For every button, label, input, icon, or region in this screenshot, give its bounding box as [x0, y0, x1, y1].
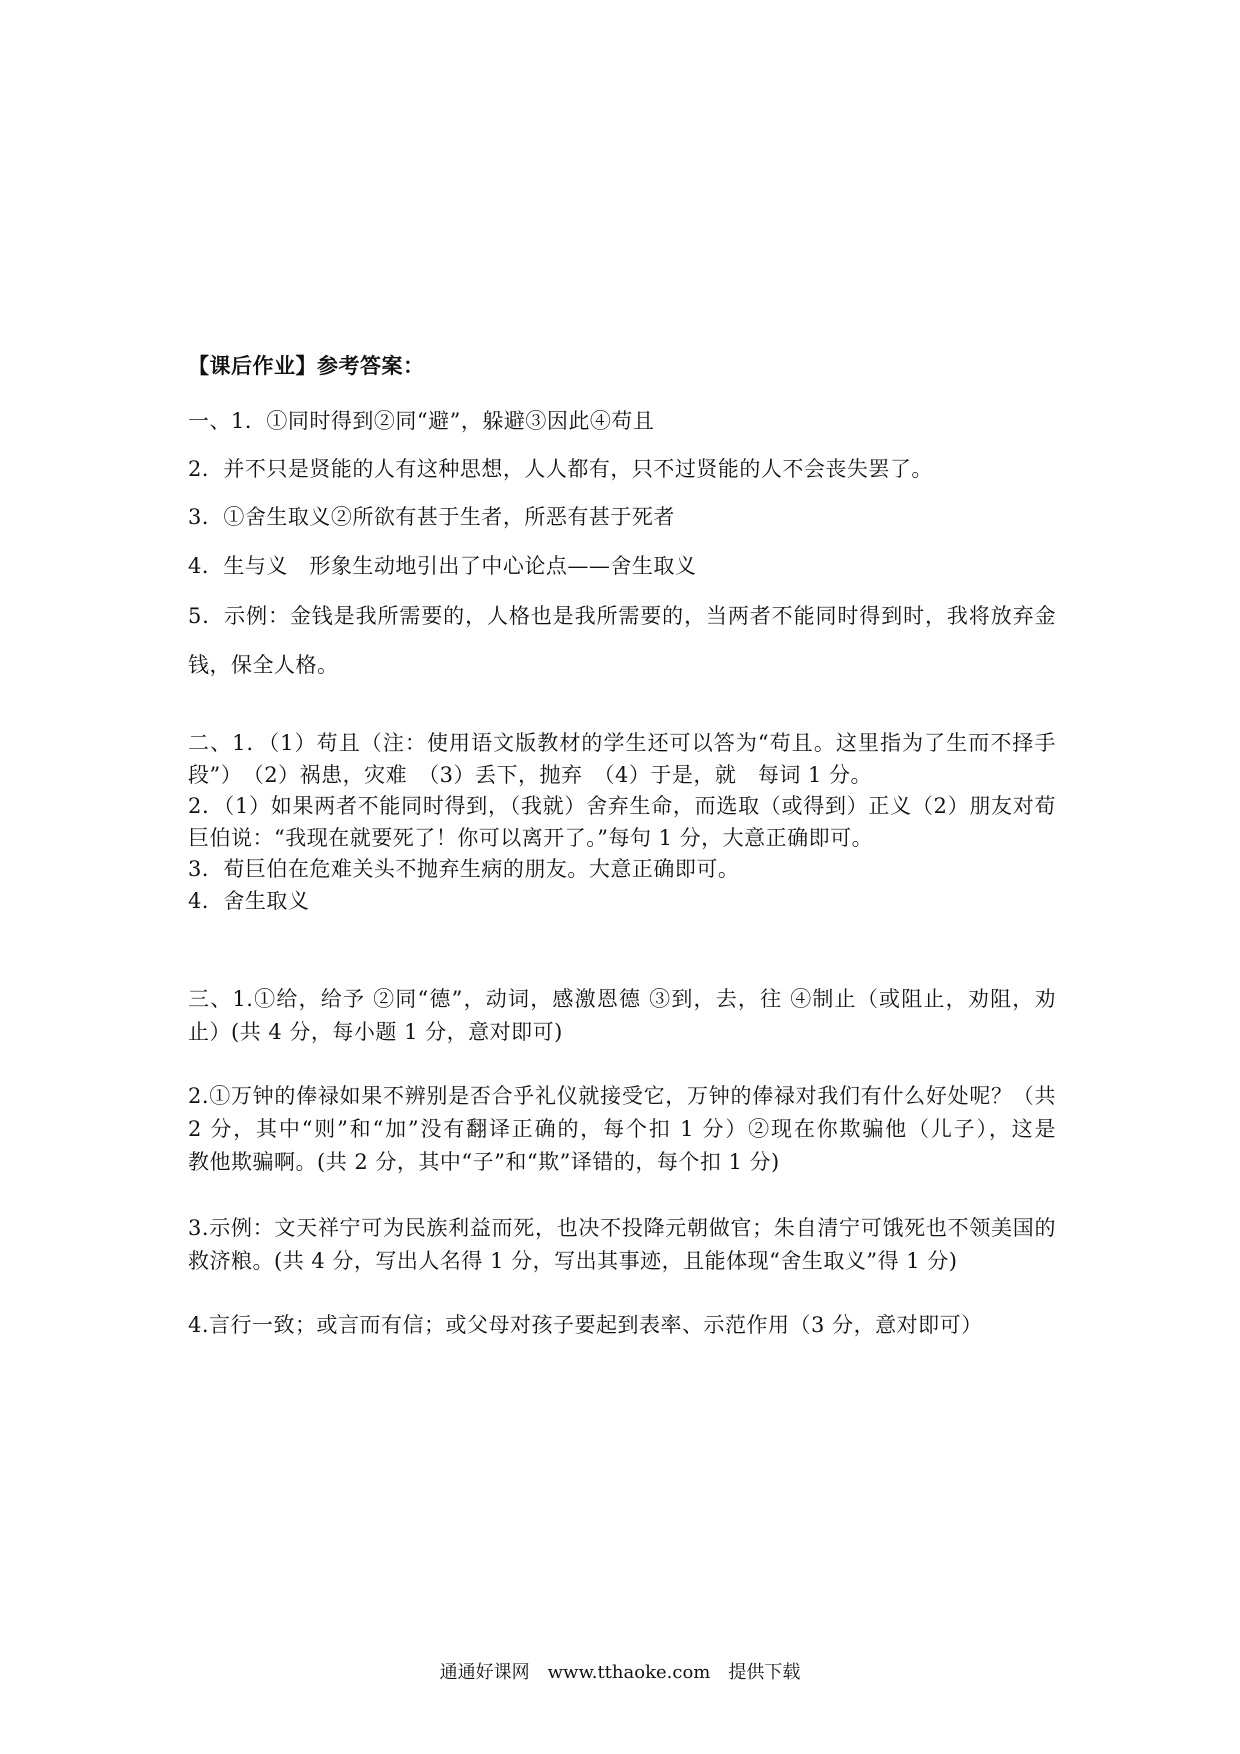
section-1-line: 5．示例：金钱是我所需要的，人格也是我所需要的，当两者不能同时得到时，我将放弃金: [188, 604, 1056, 628]
section-1-line: 4．生与义 形象生动地引出了中心论点——舍生取义: [188, 554, 697, 578]
section-2-line: 段”） （2）祸患，灾难 （3）丢下，抛弃 （4）于是，就 每词 1 分。: [188, 763, 873, 787]
section-1-line: 2．并不只是贤能的人有这种思想，人人都有，只不过贤能的人不会丧失罢了。: [188, 457, 933, 481]
section-2-line: 巨伯说：“我现在就要死了！你可以离开了。”每句 1 分，大意正确即可。: [188, 826, 874, 850]
section-3-line: 3.示例：文天祥宁可为民族利益而死，也决不投降元朝做官；朱自清宁可饿死也不领美国的: [188, 1216, 1056, 1240]
section-1-line: 钱，保全人格。: [188, 653, 339, 677]
section-3-line: 止）(共 4 分，每小题 1 分，意对即可): [188, 1020, 563, 1044]
page-footer: 通通好课网 www.tthaoke.com 提供下载: [439, 1662, 801, 1683]
section-2-line: 2．（1）如果两者不能同时得到，（我就）舍弃生命，而选取（或得到）正义（2）朋友对荀: [188, 794, 1056, 818]
section-3-line: 教他欺骗啊。(共 2 分，其中“子”和“欺”译错的，每个扣 1 分): [188, 1150, 780, 1174]
section-3-line: 4.言行一致；或言而有信；或父母对孩子要起到表率、示范作用（3 分，意对即可）: [188, 1313, 983, 1337]
section-1-line: 3．①舍生取义②所欲有甚于生者，所恶有甚于死者: [188, 505, 675, 529]
section-3-line: 救济粮。(共 4 分，写出人名得 1 分，写出其事迹，且能体现“舍生取义”得 1 分): [188, 1249, 958, 1273]
section-2-line: 4．舍生取义: [188, 889, 310, 913]
section-1-line: 一、1．①同时得到②同“避”，躲避③因此④苟且: [188, 409, 655, 433]
section-3-line: 三、1.①给，给予 ②同“德”，动词，感激恩德 ③到，去，往 ④制止（或阻止，劝阻，劝: [188, 987, 1056, 1011]
section-2-line: 二、1．（1）苟且（注：使用语文版教材的学生还可以答为“苟且。这里指为了生而不择手: [188, 731, 1056, 755]
section-3-line: 2.①万钟的俸禄如果不辨别是否合乎礼仪就接受它，万钟的俸禄对我们有什么好处呢？（共: [188, 1084, 1056, 1108]
section-3-line: 2 分，其中“则”和“加”没有翻译正确的，每个扣 1 分）②现在你欺骗他（儿子），这是: [188, 1117, 1056, 1141]
section-2-line: 3．荀巨伯在危难关头不抛弃生病的朋友。大意正确即可。: [188, 857, 740, 881]
answer-title: 【课后作业】参考答案：: [188, 353, 425, 378]
